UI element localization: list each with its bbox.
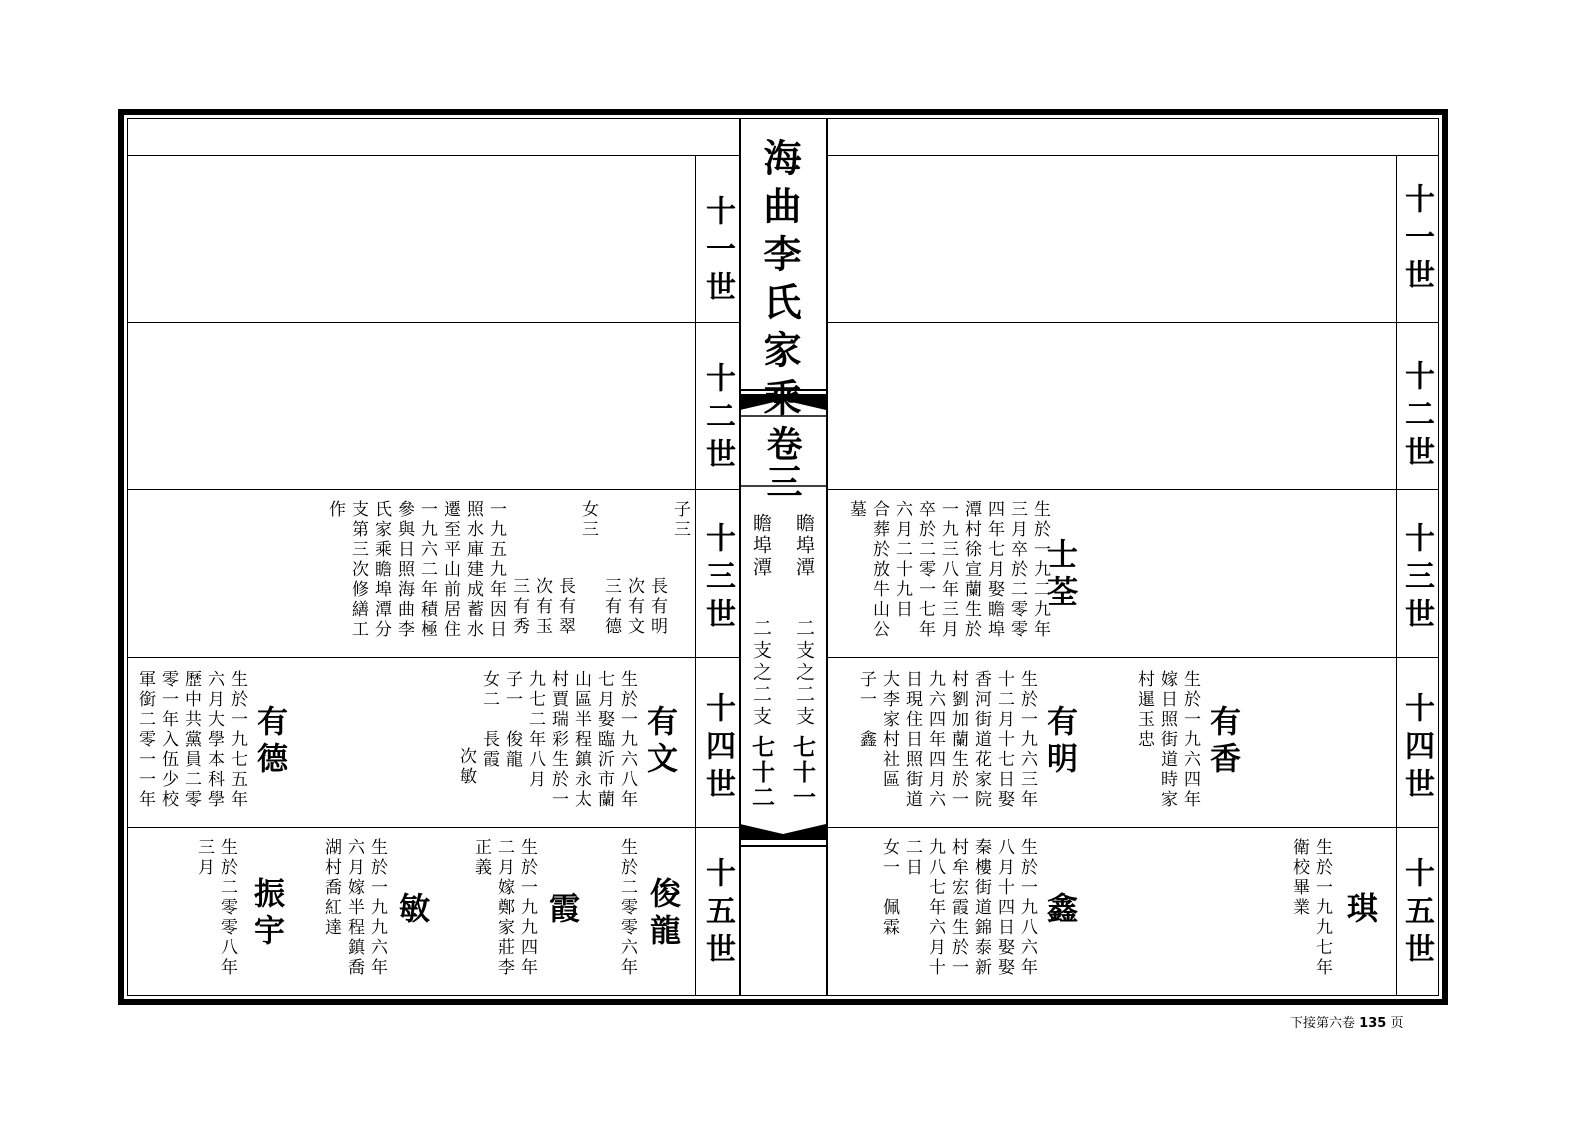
- youde-record: [136, 670, 245, 810]
- min-record: [322, 838, 385, 978]
- person-name-youming: 有明: [1041, 705, 1077, 779]
- xia-record: [472, 838, 535, 978]
- record-column: 生於一九九七年: [1312, 838, 1332, 978]
- record-column: 遷至平山前居住: [440, 500, 460, 640]
- record-column: 零一年入伍少校: [158, 670, 178, 810]
- record-column: 七月娶臨沂市蘭: [594, 670, 614, 810]
- record-column: 四年七月娶瞻埠: [984, 500, 1004, 640]
- spine-right-line: [826, 118, 828, 996]
- left-gen-label-12: 十二世: [700, 362, 735, 476]
- spine-right-page-number: 七十一: [789, 735, 816, 810]
- left-row-line-3: [127, 657, 739, 658]
- record-column: 村劉加蘭生於一: [948, 670, 968, 810]
- record-column: 一九六二年積極: [417, 500, 437, 640]
- left-gen13-record: [326, 500, 688, 640]
- left-row-line-4: [127, 827, 739, 828]
- record-column: 一九五九年因日: [486, 500, 506, 640]
- spine-left-branch-place: 瞻埠潭: [750, 513, 772, 579]
- right-header-line: [827, 155, 1439, 156]
- record-column: 九七二年八月: [525, 670, 545, 790]
- record-column: 衛校畢業: [1289, 838, 1309, 918]
- record-column: 村牟宏霞生於一: [948, 838, 968, 978]
- record-column: 生於一九六八年: [617, 670, 637, 810]
- record-column: 子三: [670, 500, 690, 540]
- record-column: 生於一九九四年: [517, 838, 537, 978]
- person-name-youwen: 有文: [641, 705, 677, 779]
- record-column: 潭村徐宣蘭生於: [961, 500, 981, 640]
- spine-right-branch-place: 瞻埠潭: [793, 513, 815, 579]
- record-column: 照水庫建成蓄水: [463, 500, 483, 640]
- record-column: 女一 佩霖: [879, 838, 899, 938]
- record-column: 山區半程鎮永太: [571, 670, 591, 810]
- person-name-zhenyu: 振宇: [248, 877, 284, 951]
- record-column: 參與日照海曲李: [394, 500, 414, 640]
- spine-book-title: 海曲李氏家乘: [757, 138, 802, 426]
- record-column: 三有秀: [509, 577, 529, 637]
- record-column: 九八七年六月十: [925, 838, 945, 978]
- continuation-suffix: 页: [1390, 1016, 1404, 1031]
- left-gen-label-13: 十三世: [700, 522, 735, 636]
- left-header-line: [127, 155, 739, 156]
- spine-left-branch-name: 二支之二支: [750, 618, 772, 728]
- right-gen-label-13: 十三世: [1399, 522, 1434, 636]
- right-gen-label-11: 十一世: [1399, 183, 1434, 297]
- person-name-qi: 琪: [1341, 892, 1377, 929]
- record-column: 生於一九二九年: [1030, 500, 1050, 640]
- record-column: 村暹玉忠: [1134, 670, 1154, 750]
- record-column: 卒於二零一七年: [915, 500, 935, 640]
- record-column: 六月二十九日: [892, 500, 912, 620]
- continuation-text: 下接第六卷: [1290, 1016, 1356, 1031]
- record-column: 長有翠: [555, 577, 575, 637]
- youwen-record: [457, 670, 635, 810]
- record-column: 一九三八年三月: [938, 500, 958, 640]
- youming-record: [857, 670, 1035, 810]
- right-row-line-3: [827, 657, 1439, 658]
- record-column: 三月: [194, 838, 214, 878]
- right-gen-col-line: [1396, 155, 1397, 996]
- right-gen-label-12: 十二世: [1399, 360, 1434, 474]
- person-name-youxiang: 有香: [1204, 705, 1240, 779]
- record-column: 子一 鑫: [856, 670, 876, 750]
- record-column: 生於二零零六年: [617, 838, 637, 978]
- record-column: 氏家乘瞻埠潭分: [371, 500, 391, 640]
- spine-right-branch-name: 二支之二支: [793, 618, 815, 728]
- record-column: 湖村喬紅達: [321, 838, 341, 938]
- record-column: 作: [325, 500, 345, 520]
- right-row-line-4: [827, 827, 1439, 828]
- shiquan-record: [847, 500, 1048, 640]
- spine-volume: 卷三: [761, 425, 803, 501]
- person-name-junlong: 俊龍: [644, 877, 680, 951]
- record-column: 次有文: [624, 577, 644, 637]
- record-column: 八月十四日娶娶: [994, 838, 1014, 978]
- record-column: 女二 長霞: [479, 670, 499, 770]
- record-column: 生於一九八六年: [1017, 838, 1037, 978]
- record-column: 大李家村社區: [879, 670, 899, 790]
- junlong-record: [618, 838, 635, 978]
- record-column: 日現住日照街道: [902, 670, 922, 810]
- continuation-note: [1290, 1012, 1403, 1031]
- person-name-youde: 有德: [251, 705, 287, 779]
- record-column: 三有德: [601, 577, 621, 637]
- record-column: 香河街道花家院: [971, 670, 991, 810]
- xin-record: [880, 838, 1035, 978]
- right-gen-label-15: 十五世: [1399, 857, 1434, 971]
- youxiang-record: [1135, 670, 1198, 810]
- left-gen-label-14: 十四世: [700, 692, 735, 806]
- record-column: 長有明: [647, 577, 667, 637]
- record-column: 秦樓街道錦泰新: [971, 838, 991, 978]
- record-column: 二日: [902, 838, 922, 878]
- record-column: 生於一九七五年: [227, 670, 247, 810]
- record-column: 合葬於放牛山公: [869, 500, 889, 640]
- record-column: 三月卒於二零零: [1007, 500, 1027, 640]
- person-name-min: 敏: [393, 892, 429, 929]
- person-name-xin: 鑫: [1041, 892, 1077, 929]
- record-column: 正義: [471, 838, 491, 878]
- record-column: 六月嫁半程鎮喬: [344, 838, 364, 978]
- record-column: 支第三次修繕工: [348, 500, 368, 640]
- record-column: 嫁日照街道時家: [1157, 670, 1177, 810]
- record-column: 次有玉: [532, 577, 552, 637]
- record-column: 生於一九九六年: [367, 838, 387, 978]
- zhenyu-record: [195, 838, 235, 978]
- record-column: 生於一九六四年: [1180, 670, 1200, 810]
- left-gen-label-15: 十五世: [700, 857, 735, 971]
- record-column: 軍銜二零一一年: [135, 670, 155, 810]
- left-row-line-2: [127, 489, 739, 490]
- right-gen-label-14: 十四世: [1399, 692, 1434, 806]
- record-column: 生於二零零八年: [217, 838, 237, 978]
- record-column: 二月嫁鄭家莊李: [494, 838, 514, 978]
- record-column: 生於一九六三年: [1017, 670, 1037, 810]
- right-row-line-2: [827, 489, 1439, 490]
- record-column: 村賈瑞彩生於一: [548, 670, 568, 810]
- left-row-line-1: [127, 322, 739, 323]
- record-column: 子一 俊龍: [502, 670, 522, 770]
- record-column: 十二月十七日娶: [994, 670, 1014, 810]
- right-row-line-1: [827, 322, 1439, 323]
- person-name-xia: 霞: [543, 892, 579, 929]
- record-column: 墓: [846, 500, 866, 520]
- left-gen-label-11: 十一世: [700, 195, 735, 309]
- record-column: 次敏: [456, 747, 476, 787]
- person-name-shiquan: 士荃: [1041, 538, 1077, 612]
- continuation-page-number: 135: [1359, 1016, 1387, 1031]
- record-column: 九六四年四月六: [925, 670, 945, 810]
- left-gen-col-line: [695, 155, 696, 996]
- record-column: 歷中共黨員二零: [181, 670, 201, 810]
- qi-record: [1290, 838, 1330, 978]
- record-column: 女三: [578, 500, 598, 540]
- spine-left-page-number: 七十二: [748, 735, 775, 810]
- record-column: 六月大學本科學: [204, 670, 224, 810]
